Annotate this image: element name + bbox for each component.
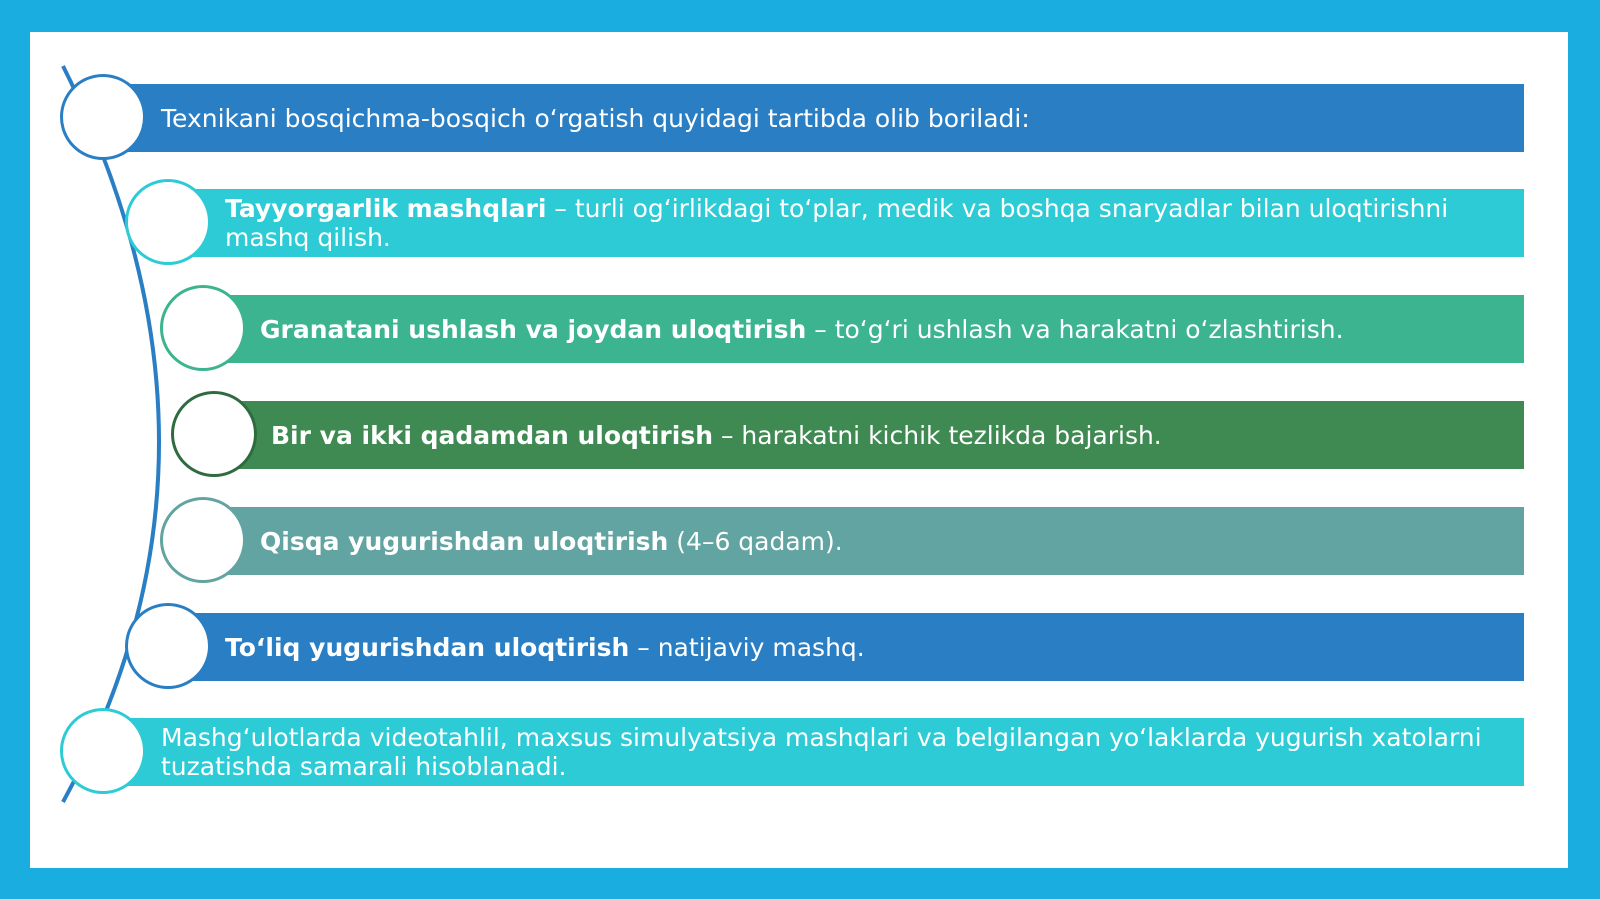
- step-bar-7: [102, 718, 1524, 786]
- step-marker-1: [60, 74, 146, 160]
- step-bar-5: [202, 507, 1524, 575]
- step-title: Granatani ushlash va joydan uloqtirish: [260, 314, 807, 344]
- step-title: Qisqa yugurishdan uloqtirish: [260, 526, 669, 556]
- step-text: – turli og‘irlikdagi to‘plar, medik va boshqa snaryadlar bilan uloqtirishni mashq qilish.: [225, 194, 1449, 252]
- step-title: Bir va ikki qadamdan uloqtirish: [271, 420, 714, 450]
- step-text: – harakatni kichik tezlikda bajarish.: [713, 420, 1162, 450]
- step-text: Texnikani bosqichma-bosqich o‘rgatish quyidagi tartibda olib boriladi:: [161, 103, 1030, 133]
- step-marker-4: [171, 391, 257, 477]
- step-bar-2: [167, 189, 1524, 257]
- step-bar-3: [202, 295, 1524, 363]
- step-bar-4: [213, 401, 1524, 469]
- step-text: (4–6 qadam).: [668, 526, 843, 556]
- step-text: – to‘g‘ri ushlash va harakatni o‘zlashtirish.: [806, 314, 1344, 344]
- step-bar-1: [102, 84, 1524, 152]
- step-marker-6: [125, 603, 211, 689]
- step-marker-7: [60, 708, 146, 794]
- step-marker-3: [160, 285, 246, 371]
- step-marker-2: [125, 179, 211, 265]
- step-title: Tayyorgarlik mashqlari: [225, 194, 547, 223]
- step-text: – natijaviy mashq.: [629, 632, 865, 662]
- step-bar-6: [167, 613, 1524, 681]
- slide: [30, 32, 1568, 868]
- step-title: To‘liq yugurishdan uloqtirish: [225, 632, 630, 662]
- step-marker-5: [160, 497, 246, 583]
- step-text: Mashg‘ulotlarda videotahlil, maxsus simulyatsiya mashqlari va belgilangan yo‘laklarda yugurish xatolarni tuzatishda samarali hisoblanadi.: [161, 723, 1482, 781]
